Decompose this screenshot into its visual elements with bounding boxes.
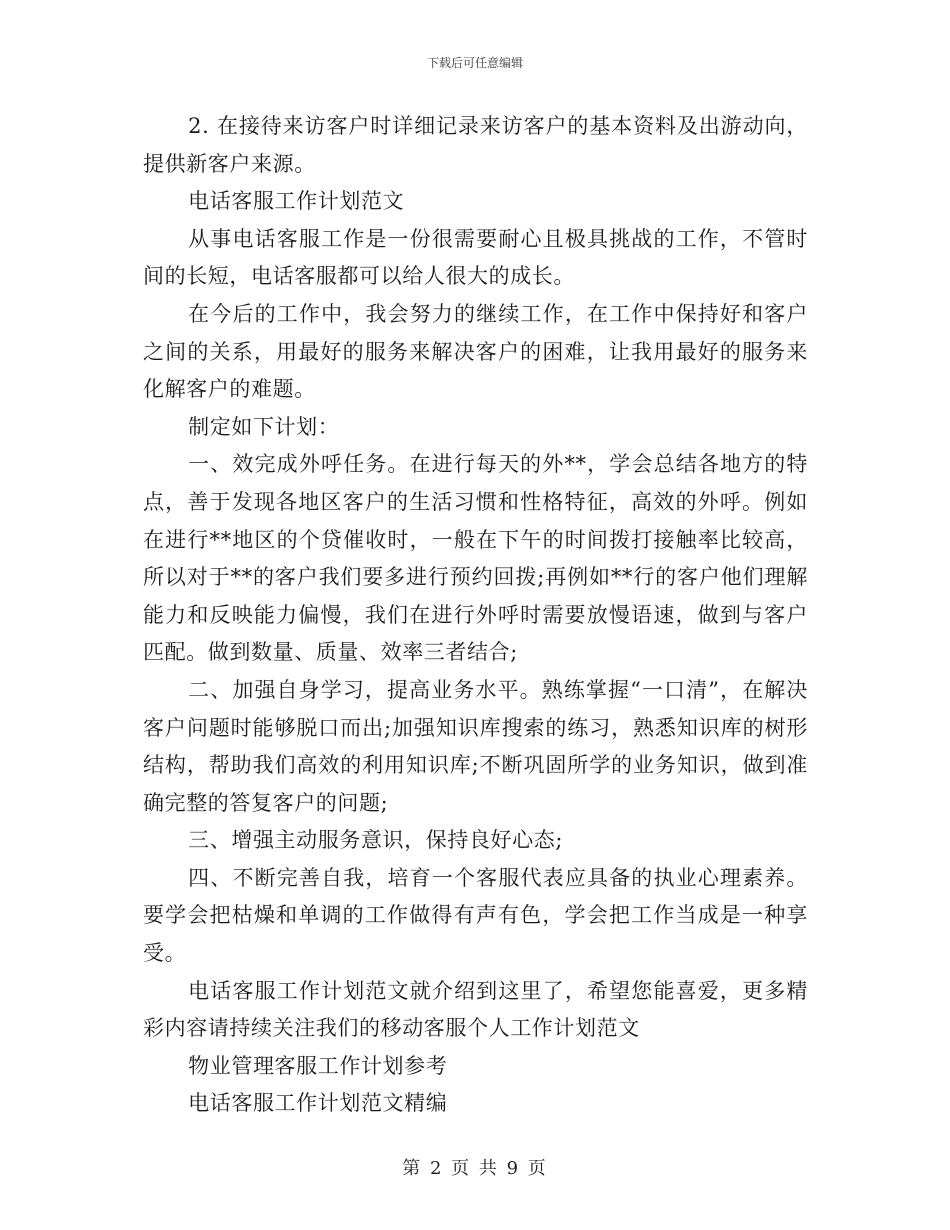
document-body xyxy=(143,108,808,1123)
paragraph-intro: 从事电话客服工作是一份很需要耐心且极具挑战的工作，不管时间的长短，电话客服都可以给人很大的成长。 xyxy=(143,226,808,289)
paragraph-item-2: 2. 在接待来访客户时详细记录来访客户的基本资料及出游动向，提供新客户来源。 xyxy=(143,114,808,176)
section-title-phone-service-plan: 电话客服工作计划范文 xyxy=(188,189,405,214)
paragraph-closing: 电话客服工作计划范文就介绍到这里了，希望您能喜爱，更多精彩内容请持续关注我们的移动客服个人工作计划范文 xyxy=(143,978,808,1041)
paragraph-plan-heading: 制定如下计划： xyxy=(188,414,340,439)
related-title-property-service: 物业管理客服工作计划参考 xyxy=(188,1053,448,1078)
paragraph-plan-item-2: 二、加强自身学习，提高业务水平。熟练掌握“一口清”，在解决客户问题时能够脱口而出;加强知识库搜索的练习，熟悉知识库的树形结构，帮助我们高效的利用知识库;不断巩固所学的业务知识，做到准确完整的答复客户的问题; xyxy=(143,677,808,815)
page-header: 下载后可任意编辑 xyxy=(426,56,523,70)
paragraph-plan-item-1: 一、效完成外呼任务。在进行每天的外**，学会总结各地方的特点，善于发现各地区客户的生活习惯和性格特征，高效的外呼。例如在进行**地区的个贷催收时，一般在下午的时间拨打接触率比较高，所以对于**的客户我们要多进行预约回拨;再例如**行的客户他们理解能力和反映能力偏慢，我们在进行外呼时需要放慢语速，做到与客户匹配。做到数量、质量、效率三者结合; xyxy=(143,452,808,665)
page-number-footer: 第 2 页 共 9 页 xyxy=(402,1158,548,1179)
paragraph-future-work: 在今后的工作中，我会努力的继续工作，在工作中保持好和客户之间的关系，用最好的服务来解决客户的困难，让我用最好的服务来化解客户的难题。 xyxy=(143,301,808,402)
paragraph-plan-item-3: 三、增强主动服务意识，保持良好心态; xyxy=(188,828,564,853)
related-title-phone-service-edition: 电话客服工作计划范文精编 xyxy=(188,1091,448,1116)
paragraph-plan-item-4: 四、不断完善自我，培育一个客服代表应具备的执业心理素养。要学会把枯燥和单调的工作做得有声有色，学会把工作当成是一种享受。 xyxy=(143,865,808,966)
